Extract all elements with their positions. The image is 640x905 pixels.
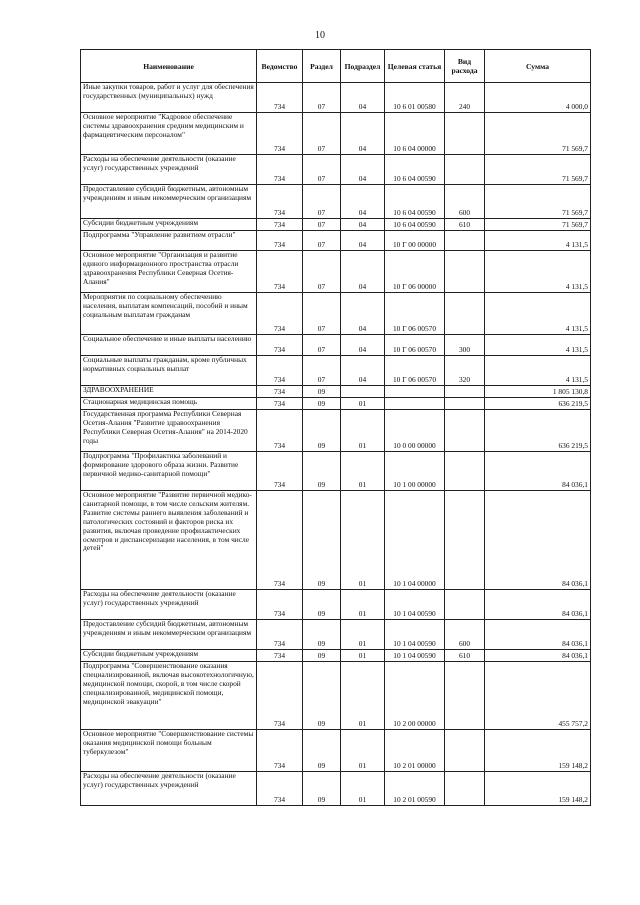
header-ved: Ведомство xyxy=(257,50,303,83)
cell-razdel: 07 xyxy=(303,185,341,219)
cell-razdel: 09 xyxy=(303,398,341,410)
cell-ved: 734 xyxy=(257,356,303,386)
cell-razdel: 09 xyxy=(303,491,341,590)
cell-razdel: 09 xyxy=(303,452,341,491)
table-row xyxy=(81,590,591,620)
cell-ved: 734 xyxy=(257,386,303,398)
cell-podrazdel: 04 xyxy=(341,155,385,185)
cell-name: Предоставление субсидий бюджетным, автономным учреждениям и иным некоммерческим организациям xyxy=(81,620,257,650)
cell-podrazdel xyxy=(341,386,385,398)
cell-vr xyxy=(445,398,485,410)
table-row xyxy=(81,398,591,410)
cell-podrazdel: 04 xyxy=(341,113,385,155)
cell-vr xyxy=(445,772,485,806)
cell-sum: 4 131,5 xyxy=(485,231,591,251)
cell-csr: 10 1 04 00590 xyxy=(385,590,445,620)
cell-razdel: 09 xyxy=(303,650,341,662)
cell-podrazdel: 04 xyxy=(341,219,385,231)
cell-sum: 455 757,2 xyxy=(485,662,591,730)
cell-ved: 734 xyxy=(257,335,303,356)
table-row xyxy=(81,730,591,772)
table-row xyxy=(81,155,591,185)
cell-sum: 159 148,2 xyxy=(485,772,591,806)
cell-razdel: 07 xyxy=(303,293,341,335)
cell-name: Предоставление субсидий бюджетным, автономным учреждениям и иным некоммерческим организациям xyxy=(81,185,257,219)
table-row xyxy=(81,231,591,251)
cell-sum: 71 569,7 xyxy=(485,219,591,231)
cell-name: Социальные выплаты гражданам, кроме публичных нормативных социальных выплат xyxy=(81,356,257,386)
cell-sum: 1 805 130,8 xyxy=(485,386,591,398)
cell-csr: 10 2 01 00590 xyxy=(385,772,445,806)
cell-name: Расходы на обеспечение деятельности (оказание услуг) государственных учреждений xyxy=(81,590,257,620)
cell-podrazdel: 01 xyxy=(341,772,385,806)
cell-ved: 734 xyxy=(257,185,303,219)
cell-razdel: 07 xyxy=(303,83,341,113)
cell-ved: 734 xyxy=(257,251,303,293)
header-podrazdel: Подраздел xyxy=(341,50,385,83)
cell-podrazdel: 01 xyxy=(341,491,385,590)
cell-sum: 71 569,7 xyxy=(485,185,591,219)
cell-podrazdel: 04 xyxy=(341,231,385,251)
header-csr: Целевая статья xyxy=(385,50,445,83)
table-row xyxy=(81,620,591,650)
cell-name: Расходы на обеспечение деятельности (оказание услуг) государственных учреждений xyxy=(81,155,257,185)
table-row xyxy=(81,356,591,386)
cell-razdel: 09 xyxy=(303,730,341,772)
cell-podrazdel: 01 xyxy=(341,398,385,410)
table-row xyxy=(81,491,591,590)
cell-podrazdel: 01 xyxy=(341,410,385,452)
cell-vr: 240 xyxy=(445,83,485,113)
cell-vr: 610 xyxy=(445,219,485,231)
cell-name: Основное мероприятие "Развитие первичной медико-санитарной помощи, в том числе сельским жителям. Развитие системы раннего выявления заболеваний и патологических состояний и факторов риска их развития, включая проведение профилактических осмотров и диспансеризации населения, в том числе детей" xyxy=(81,491,257,590)
cell-csr: 10 1 04 00590 xyxy=(385,620,445,650)
table-row xyxy=(81,219,591,231)
cell-ved: 734 xyxy=(257,772,303,806)
cell-vr xyxy=(445,113,485,155)
cell-name: Мероприятия по социальному обеспечению населения, выплатам компенсаций, пособий и иным социальным выплатам гражданам xyxy=(81,293,257,335)
cell-sum: 71 569,7 xyxy=(485,155,591,185)
cell-name: Основное мероприятие "Организация и развитие единого информационного пространства отрасли здравоохранения Республики Северная Осетия-Алания" xyxy=(81,251,257,293)
cell-vr: 300 xyxy=(445,335,485,356)
cell-csr: 10 Г 06 00570 xyxy=(385,356,445,386)
cell-csr: 10 2 00 00000 xyxy=(385,662,445,730)
cell-ved: 734 xyxy=(257,398,303,410)
cell-name: Государственная программа Республики Северная Осетия-Алания "Развитие здравоохранения Республики Северная Осетия-Алания" на 2014-2020 годы xyxy=(81,410,257,452)
table-row xyxy=(81,293,591,335)
cell-name: Иные закупки товаров, работ и услуг для обеспечения государственных (муниципальных) нужд xyxy=(81,83,257,113)
cell-sum: 84 036,1 xyxy=(485,452,591,491)
cell-ved: 734 xyxy=(257,730,303,772)
cell-vr xyxy=(445,452,485,491)
cell-csr: 10 6 01 00580 xyxy=(385,83,445,113)
cell-razdel: 07 xyxy=(303,251,341,293)
cell-name: Подпрограмма "Профилактика заболеваний и формирование здорового образа жизни. Развитие первичной медико-санитарной помощи" xyxy=(81,452,257,491)
cell-sum: 4 000,0 xyxy=(485,83,591,113)
cell-sum: 159 148,2 xyxy=(485,730,591,772)
cell-sum: 4 131,5 xyxy=(485,293,591,335)
cell-ved: 734 xyxy=(257,231,303,251)
cell-vr: 600 xyxy=(445,185,485,219)
cell-csr: 10 1 04 00000 xyxy=(385,491,445,590)
cell-podrazdel: 01 xyxy=(341,620,385,650)
cell-sum: 84 036,1 xyxy=(485,491,591,590)
cell-csr: 10 2 01 00000 xyxy=(385,730,445,772)
cell-podrazdel: 01 xyxy=(341,662,385,730)
cell-ved: 734 xyxy=(257,662,303,730)
cell-sum: 4 131,5 xyxy=(485,251,591,293)
cell-name: Социальное обеспечение и иные выплаты населению xyxy=(81,335,257,356)
cell-vr xyxy=(445,730,485,772)
cell-vr xyxy=(445,662,485,730)
table-row xyxy=(81,113,591,155)
table-row xyxy=(81,386,591,398)
cell-name: ЗДРАВООХРАНЕНИЕ xyxy=(81,386,257,398)
cell-razdel: 07 xyxy=(303,335,341,356)
cell-name: Субсидии бюджетным учреждениям xyxy=(81,650,257,662)
cell-csr xyxy=(385,386,445,398)
cell-name: Основное мероприятие "Кадровое обеспечение системы здравоохранения средним медицинским и фармацевтическим персоналом" xyxy=(81,113,257,155)
cell-vr xyxy=(445,155,485,185)
table-row xyxy=(81,185,591,219)
budget-table xyxy=(80,49,591,806)
table-row xyxy=(81,335,591,356)
cell-vr xyxy=(445,590,485,620)
cell-ved: 734 xyxy=(257,293,303,335)
cell-ved: 734 xyxy=(257,113,303,155)
table-row xyxy=(81,452,591,491)
cell-podrazdel: 04 xyxy=(341,293,385,335)
cell-csr: 10 1 04 00590 xyxy=(385,650,445,662)
table-body xyxy=(81,83,591,806)
cell-podrazdel: 01 xyxy=(341,730,385,772)
table-row xyxy=(81,251,591,293)
cell-razdel: 09 xyxy=(303,772,341,806)
cell-csr: 10 6 04 00590 xyxy=(385,219,445,231)
cell-ved: 734 xyxy=(257,590,303,620)
page-number: 10 xyxy=(315,30,325,41)
cell-podrazdel: 04 xyxy=(341,356,385,386)
table-row xyxy=(81,83,591,113)
table-header-row xyxy=(81,50,591,83)
cell-razdel: 07 xyxy=(303,219,341,231)
cell-podrazdel: 04 xyxy=(341,185,385,219)
cell-razdel: 07 xyxy=(303,155,341,185)
cell-razdel: 07 xyxy=(303,113,341,155)
cell-ved: 734 xyxy=(257,83,303,113)
cell-podrazdel: 04 xyxy=(341,83,385,113)
table-row xyxy=(81,410,591,452)
cell-csr: 10 6 04 00000 xyxy=(385,113,445,155)
cell-vr: 610 xyxy=(445,650,485,662)
cell-podrazdel: 04 xyxy=(341,251,385,293)
cell-sum: 636 219,5 xyxy=(485,410,591,452)
cell-csr: 10 1 00 00000 xyxy=(385,452,445,491)
cell-name: Подпрограмма "Управление развитием отрасли" xyxy=(81,231,257,251)
header-name: Наименование xyxy=(81,50,257,83)
cell-vr xyxy=(445,410,485,452)
cell-csr xyxy=(385,398,445,410)
cell-csr: 10 Г 06 00570 xyxy=(385,293,445,335)
cell-sum: 636 219,5 xyxy=(485,398,591,410)
cell-ved: 734 xyxy=(257,410,303,452)
cell-sum: 84 036,1 xyxy=(485,650,591,662)
cell-name: Стационарная медицинская помощь xyxy=(81,398,257,410)
cell-razdel: 09 xyxy=(303,662,341,730)
table-row xyxy=(81,772,591,806)
cell-razdel: 07 xyxy=(303,231,341,251)
cell-csr: 10 Г 06 00570 xyxy=(385,335,445,356)
cell-ved: 734 xyxy=(257,452,303,491)
cell-razdel: 09 xyxy=(303,410,341,452)
table-row xyxy=(81,662,591,730)
cell-ved: 734 xyxy=(257,491,303,590)
cell-podrazdel: 01 xyxy=(341,650,385,662)
cell-podrazdel: 01 xyxy=(341,452,385,491)
cell-vr xyxy=(445,491,485,590)
cell-vr: 320 xyxy=(445,356,485,386)
header-vr: Вид расхода xyxy=(445,50,485,83)
header-sum: Сумма xyxy=(485,50,591,83)
cell-vr xyxy=(445,293,485,335)
cell-sum: 4 131,5 xyxy=(485,356,591,386)
cell-name: Расходы на обеспечение деятельности (оказание услуг) государственных учреждений xyxy=(81,772,257,806)
cell-razdel: 09 xyxy=(303,386,341,398)
cell-ved: 734 xyxy=(257,620,303,650)
cell-csr: 10 0 00 00000 xyxy=(385,410,445,452)
cell-sum: 4 131,5 xyxy=(485,335,591,356)
cell-sum: 84 036,1 xyxy=(485,620,591,650)
cell-csr: 10 6 04 00590 xyxy=(385,185,445,219)
cell-name: Подпрограмма "Совершенствование оказания специализированной, включая высокотехнологичную, медицинской помощи, скорой, в том числе скорой специализированной, медицинской помощи, медицинской эвакуации" xyxy=(81,662,257,730)
cell-vr xyxy=(445,251,485,293)
cell-vr xyxy=(445,386,485,398)
cell-csr: 10 Г 00 00000 xyxy=(385,231,445,251)
cell-ved: 734 xyxy=(257,219,303,231)
cell-vr xyxy=(445,231,485,251)
cell-vr: 600 xyxy=(445,620,485,650)
cell-razdel: 09 xyxy=(303,620,341,650)
cell-razdel: 09 xyxy=(303,590,341,620)
cell-name: Основное мероприятие "Совершенствование системы оказания медицинской помощи больным туберкулезом" xyxy=(81,730,257,772)
table-row xyxy=(81,650,591,662)
cell-csr: 10 6 04 00590 xyxy=(385,155,445,185)
cell-ved: 734 xyxy=(257,155,303,185)
cell-podrazdel: 01 xyxy=(341,590,385,620)
cell-ved: 734 xyxy=(257,650,303,662)
cell-sum: 84 036,1 xyxy=(485,590,591,620)
cell-csr: 10 Г 06 00000 xyxy=(385,251,445,293)
cell-razdel: 07 xyxy=(303,356,341,386)
cell-sum: 71 569,7 xyxy=(485,113,591,155)
cell-podrazdel: 04 xyxy=(341,335,385,356)
cell-name: Субсидии бюджетным учреждениям xyxy=(81,219,257,231)
header-razdel: Раздел xyxy=(303,50,341,83)
